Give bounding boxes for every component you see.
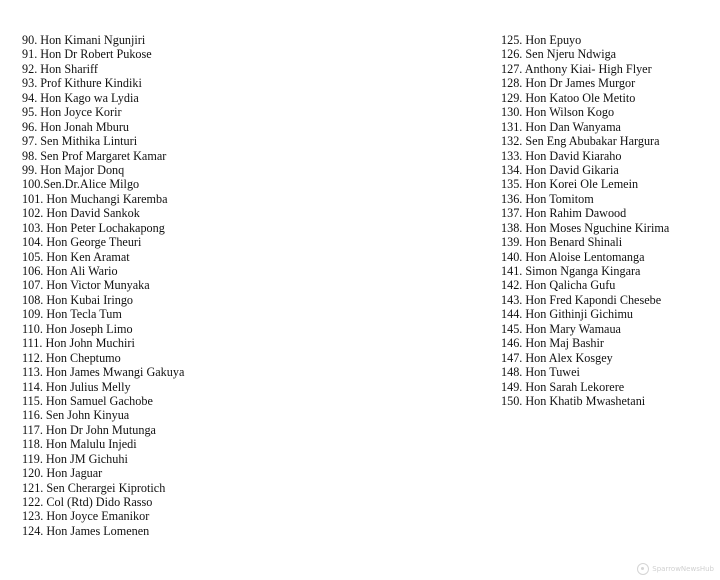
list-item: 139. Hon Benard Shinali bbox=[501, 235, 623, 250]
list-item: 149. Hon Sarah Lekorere bbox=[501, 379, 625, 394]
list-item: 116. Sen John Kinyua bbox=[22, 408, 130, 423]
list-item: 104. Hon George Theuri bbox=[22, 235, 142, 250]
watermark-text: SparrowNewsHub bbox=[652, 565, 714, 573]
list-item: 141. Simon Nganga Kingara bbox=[501, 264, 641, 278]
list-item: 96. Hon Jonah Mburu bbox=[22, 119, 129, 134]
list-item: 150. Hon Khatib Mwashetani bbox=[501, 393, 646, 408]
list-item: 108. Hon Kubai Iringo bbox=[22, 292, 134, 307]
list-item: 122. Col (Rtd) Dido Rasso bbox=[22, 495, 153, 509]
list-item: 114. Hon Julius Melly bbox=[22, 379, 131, 394]
list-item: 111. Hon John Muchiri bbox=[22, 336, 135, 351]
list-item: 110. Hon Joseph Limo bbox=[22, 321, 133, 336]
list-item: 142. Hon Qalicha Gufu bbox=[501, 278, 616, 293]
list-item: 127. Anthony Kiai- High Flyer bbox=[501, 61, 652, 76]
list-item: 95. Hon Joyce Korir bbox=[22, 105, 122, 120]
list-item: 99. Hon Major Donq bbox=[22, 162, 125, 177]
list-item: 138. Hon Moses Nguchine Kirima bbox=[501, 220, 670, 235]
watermark bbox=[637, 563, 714, 575]
list-item: 129. Hon Katoo Ole Metito bbox=[501, 90, 636, 105]
list-item: 148. Hon Tuwei bbox=[501, 365, 580, 380]
list-item: 147. Hon Alex Kosgey bbox=[501, 350, 613, 365]
list-item: 137. Hon Rahim Dawood bbox=[501, 206, 627, 221]
list-item: 120. Hon Jaguar bbox=[22, 466, 103, 481]
list-item: 90. Hon Kimani Ngunjiri bbox=[22, 33, 146, 47]
list-item: 93. Prof Kithure Kindiki bbox=[22, 76, 142, 91]
list-item: 143. Hon Fred Kapondi Chesebe bbox=[501, 292, 662, 307]
list-item: 92. Hon Shariff bbox=[22, 61, 98, 76]
list-item: 121. Sen Cherargei Kiprotich bbox=[22, 480, 166, 495]
list-item: 105. Hon Ken Aramat bbox=[22, 249, 130, 264]
list-item: 113. Hon James Mwangi Gakuya bbox=[22, 365, 185, 380]
list-item: 107. Hon Victor Munyaka bbox=[22, 278, 150, 293]
list-item: 124. Hon James Lomenen bbox=[22, 523, 150, 538]
list-item: 91. Hon Dr Robert Pukose bbox=[22, 47, 152, 62]
list-item: 100.Sen.Dr.Alice Milgo bbox=[22, 177, 140, 192]
list-item: 102. Hon David Sankok bbox=[22, 206, 140, 221]
list-item: 128. Hon Dr James Murgor bbox=[501, 76, 636, 91]
list-item: 101. Hon Muchangi Karemba bbox=[22, 191, 168, 206]
list-item: 133. Hon David Kiaraho bbox=[501, 148, 622, 163]
list-item: 140. Hon Aloise Lentomanga bbox=[501, 249, 645, 264]
list-item: 117. Hon Dr John Mutunga bbox=[22, 422, 156, 437]
list-item: 136. Hon Tomitom bbox=[501, 191, 594, 206]
list-item: 125. Hon Epuyo bbox=[501, 33, 582, 47]
list-item: 135. Hon Korei Ole Lemein bbox=[501, 177, 639, 192]
list-item: 123. Hon Joyce Emanikor bbox=[22, 509, 150, 524]
list-item: 134. Hon David Gikaria bbox=[501, 162, 619, 177]
list-item: 131. Hon Dan Wanyama bbox=[501, 119, 621, 134]
list-item: 146. Hon Maj Bashir bbox=[501, 336, 604, 351]
list-item: 145. Hon Mary Wamaua bbox=[501, 321, 621, 336]
list-item: 109. Hon Tecla Tum bbox=[22, 307, 122, 322]
name-list-right-column bbox=[501, 33, 711, 408]
list-item: 106. Hon Ali Wario bbox=[22, 264, 118, 278]
list-item: 98. Sen Prof Margaret Kamar bbox=[22, 148, 167, 163]
list-item: 115. Hon Samuel Gachobe bbox=[22, 393, 153, 408]
list-item: 144. Hon Githinji Gichimu bbox=[501, 307, 634, 322]
list-item: 112. Hon Cheptumo bbox=[22, 350, 121, 365]
list-item: 103. Hon Peter Lochakapong bbox=[22, 220, 165, 235]
list-item: 94. Hon Kago wa Lydia bbox=[22, 90, 139, 105]
list-item: 132. Sen Eng Abubakar Hargura bbox=[501, 134, 660, 149]
list-item: 118. Hon Malulu Injedi bbox=[22, 437, 137, 452]
name-list-left-column bbox=[22, 33, 462, 538]
list-item: 119. Hon JM Gichuhi bbox=[22, 451, 128, 466]
list-item: 126. Sen Njeru Ndwiga bbox=[501, 47, 617, 62]
watermark-logo-icon bbox=[637, 563, 649, 575]
list-item: 130. Hon Wilson Kogo bbox=[501, 105, 615, 120]
list-item: 97. Sen Mithika Linturi bbox=[22, 134, 138, 149]
